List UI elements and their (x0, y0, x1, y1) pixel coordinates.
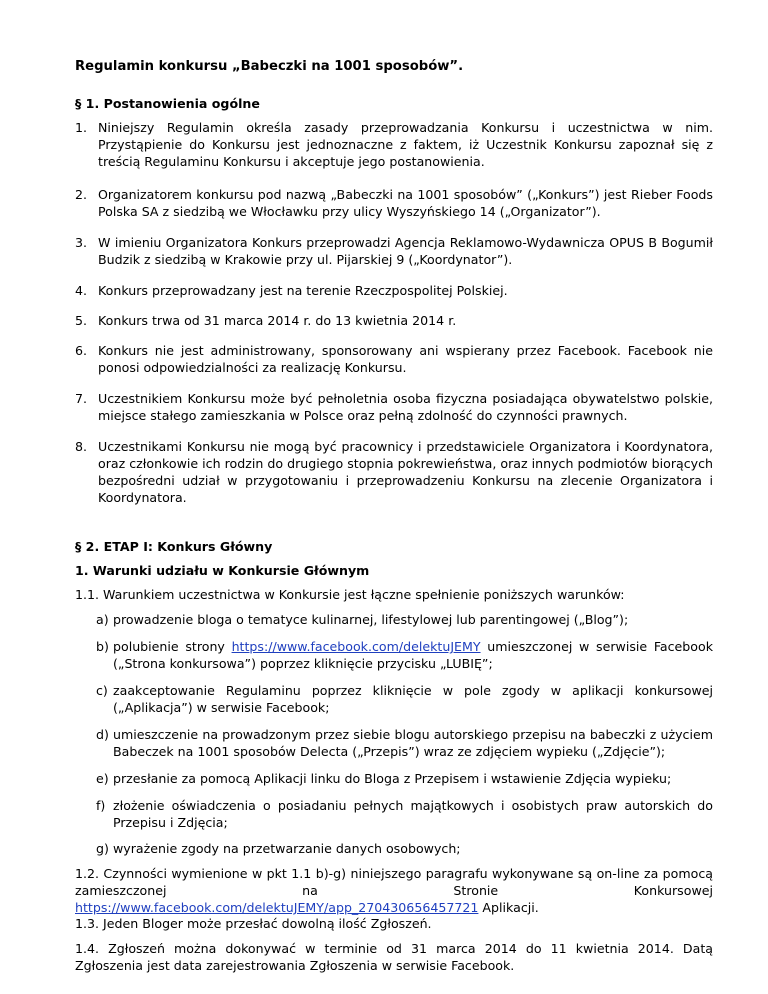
condition-c (96, 682, 713, 716)
condition-g (96, 840, 713, 857)
paragraph-1-2-text-end: Aplikacji. (478, 900, 539, 915)
item-text: Organizatorem konkursu pod nazwą „Babeczki na 1001 sposobów” („Konkurs”) jest Rieber Foods Polska SA z siedzibą we Włocławku przy ulicy Wyszyńskiego 14 („Organizator”). (98, 187, 713, 219)
item-number: 7. (75, 391, 88, 406)
section1-item-7 (75, 390, 713, 424)
condition-d (96, 726, 713, 760)
paragraph-1-1: 1.1. Warunkiem uczestnictwa w Konkursie jest łączne spełnienie poniższych warunków: (75, 587, 625, 602)
condition-text: prowadzenie bloga o tematyce kulinarnej, lifestylowej lub parentingowej („Blog”); (113, 612, 629, 627)
condition-letter: e) (96, 771, 109, 786)
condition-text: złożenie oświadczenia o posiadaniu pełnych majątkowych i osobistych praw autorskich do Przepisu i Zdjęcia; (113, 798, 713, 830)
section1-item-1 (75, 119, 713, 170)
item-text: Konkurs przeprowadzany jest na terenie Rzeczpospolitej Polskiej. (98, 283, 508, 298)
item-number: 8. (75, 439, 88, 454)
section1-heading: § 1. Postanowienia ogólne (75, 96, 260, 111)
document-title: Regulamin konkursu „Babeczki na 1001 sposobów”. (75, 59, 464, 74)
facebook-app-link[interactable]: https://www.facebook.com/delektuJEMY/app_270430656457721 (75, 900, 479, 915)
item-number: 4. (75, 283, 88, 298)
condition-text: umieszczenie na prowadzonym przez siebie blogu autorskiego przepisu na babeczki z użyciem Babeczek na 1001 sposobów Delecta („Przepis”) wraz ze zdjęciem wypieku („Zdjęcie”); (113, 727, 713, 759)
paragraph-1-3: 1.3. Jeden Bloger może przesłać dowolną ilość Zgłoszeń. (75, 916, 432, 931)
paragraph-1-2 (75, 865, 713, 916)
section1-item-2 (75, 186, 713, 220)
item-number: 2. (75, 187, 88, 202)
condition-b-text-end: umieszczonej w serwisie Facebook („Strona konkursowa”) poprzez kliknięcie przycisku „LUBIĘ”; (113, 639, 713, 671)
section1-item-3 (75, 234, 713, 268)
condition-letter: b) (96, 639, 109, 654)
condition-e (96, 770, 713, 787)
item-text: Uczestnikami Konkursu nie mogą być pracownicy i przedstawiciele Organizatora i Koordynatora, oraz członkowie ich rodzin do drugiego stopnia pokrewieństwa, oraz innych podmiotów biorących bezpośredni udział w przygotowaniu i przeprowadzeniu Konkursu na zlecenie Organizatora i Koordynatora. (98, 439, 713, 505)
condition-letter: a) (96, 612, 109, 627)
section1-item-6 (75, 342, 713, 376)
condition-text (113, 638, 713, 672)
condition-letter: d) (96, 727, 109, 742)
item-number: 6. (75, 343, 88, 358)
facebook-page-link[interactable]: https://www.facebook.com/delektuJEMY (231, 639, 481, 654)
paragraph-1-2-text-start: 1.2. Czynności wymienione w pkt 1.1 b)-g) niniejszego paragrafu wykonywane są on-line za pomocą zamieszczonej na Stronie Konkursowej (75, 866, 713, 898)
paragraph-1-4: 1.4. Zgłoszeń można dokonywać w terminie od 31 marca 2014 do 11 kwietnia 2014. Datą Zgłoszenia jest data zarejestrowania Zgłoszenia w serwisie Facebook. (75, 941, 713, 973)
item-number: 3. (75, 235, 88, 250)
subsection-1-heading: 1. Warunki udziału w Konkursie Głównym (75, 563, 370, 578)
item-text: Niniejszy Regulamin określa zasady przeprowadzania Konkursu i uczestnictwa w nim. Przystąpienie do Konkursu jest jednoznaczne z faktem, iż Uczestnik Konkursu zapoznał się z treścią Regulaminu Konkursu i akceptuje jego postanowienia. (98, 120, 713, 169)
condition-a (96, 611, 713, 628)
section1-item-5 (75, 312, 713, 329)
condition-letter: f) (96, 798, 106, 813)
item-text: Uczestnikiem Konkursu może być pełnoletnia osoba fizyczna posiadająca obywatelstwo polskie, miejsce stałego zamieszkania w Polsce oraz pełną zdolność do czynności prawnych. (98, 391, 713, 423)
condition-f (96, 797, 713, 831)
section1-item-8 (75, 438, 713, 506)
condition-b (96, 638, 713, 672)
condition-text: wyrażenie zgody na przetwarzanie danych osobowych; (113, 841, 461, 856)
condition-text: przesłanie za pomocą Aplikacji linku do Bloga z Przepisem i wstawienie Zdjęcia wypieku; (113, 771, 672, 786)
item-number: 1. (75, 120, 88, 135)
condition-letter: g) (96, 841, 109, 856)
item-number: 5. (75, 313, 88, 328)
condition-b-text-start: polubienie strony (113, 639, 232, 654)
condition-text: zaakceptowanie Regulaminu poprzez kliknięcie w pole zgody w aplikacji konkursowej („Aplikacja”) w serwisie Facebook; (113, 683, 713, 715)
item-text: Konkurs nie jest administrowany, sponsorowany ani wspierany przez Facebook. Facebook nie ponosi odpowiedzialności za realizację Konkursu. (98, 343, 713, 375)
condition-letter: c) (96, 683, 108, 698)
item-text: Konkurs trwa od 31 marca 2014 r. do 13 kwietnia 2014 r. (98, 313, 457, 328)
section1-item-4 (75, 282, 713, 299)
section2-heading: § 2. ETAP I: Konkurs Główny (75, 539, 273, 554)
item-text: W imieniu Organizatora Konkurs przeprowadzi Agencja Reklamowo-Wydawnicza OPUS B Bogumił Budzik z siedzibą w Krakowie przy ul. Pijarskiej 9 („Koordynator”). (98, 235, 713, 267)
